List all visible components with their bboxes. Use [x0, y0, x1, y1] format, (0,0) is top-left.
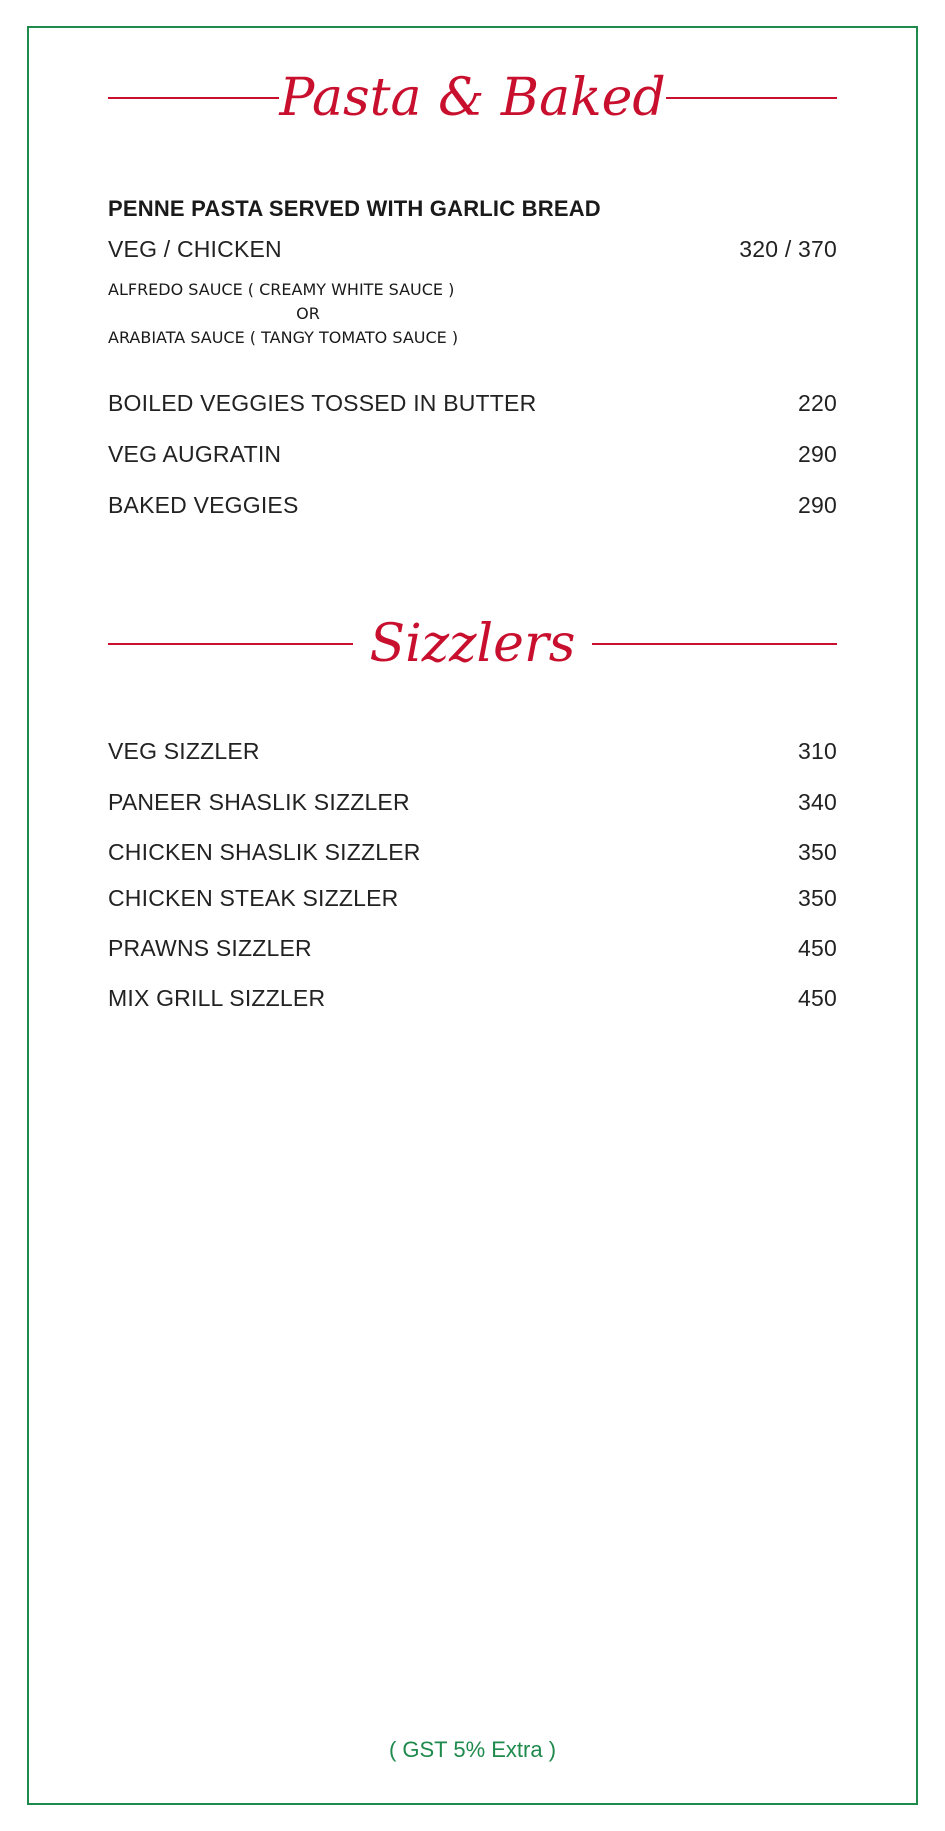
menu-item-prawns-sizzler: [108, 935, 837, 962]
sauce-or: OR: [296, 304, 320, 323]
item-name: CHICKEN STEAK SIZZLER: [108, 885, 399, 911]
pasta-section-title: Pasta & Baked: [279, 68, 666, 128]
menu-item-baked-veggies: [108, 492, 837, 519]
item-price: 290: [798, 441, 837, 467]
item-price: 310: [798, 738, 837, 764]
item-price: 350: [798, 885, 837, 911]
penne-sub-heading: PENNE PASTA SERVED WITH GARLIC BREAD: [108, 196, 601, 221]
item-price: 450: [798, 935, 837, 961]
item-price: 290: [798, 492, 837, 518]
item-price: 350: [798, 839, 837, 865]
sizzlers-left-rule: [108, 643, 353, 645]
item-name: PRAWNS SIZZLER: [108, 935, 312, 961]
menu-item-boiled-veggies: [108, 390, 837, 417]
item-name: BOILED VEGGIES TOSSED IN BUTTER: [108, 390, 537, 416]
pasta-left-rule: [108, 97, 279, 99]
menu-item-paneer-shaslik-sizzler: [108, 789, 837, 816]
item-name: BAKED VEGGIES: [108, 492, 299, 518]
pasta-section-header: [108, 68, 837, 128]
item-price: 340: [798, 789, 837, 815]
item-name: MIX GRILL SIZZLER: [108, 985, 326, 1011]
item-price: 220: [798, 390, 837, 416]
item-name: VEG AUGRATIN: [108, 441, 282, 467]
menu-item-veg-augratin: [108, 441, 837, 468]
pasta-right-rule: [666, 97, 837, 99]
sauce-option-arabiata: ARABIATA SAUCE ( TANGY TOMATO SAUCE ): [108, 328, 459, 347]
item-name: VEG / CHICKEN: [108, 236, 282, 262]
menu-item-veg-sizzler: [108, 738, 837, 765]
sauce-option-alfredo: ALFREDO SAUCE ( CREAMY WHITE SAUCE ): [108, 280, 455, 299]
gst-note: ( GST 5% Extra ): [388, 1737, 557, 1762]
menu-item-chicken-shaslik-sizzler: [108, 839, 837, 866]
item-name: VEG SIZZLER: [108, 738, 260, 764]
sauce-notes: [108, 278, 508, 350]
sizzlers-section-title: Sizzlers: [369, 614, 576, 674]
sizzlers-section-header: [108, 614, 837, 674]
item-name: PANEER SHASLIK SIZZLER: [108, 789, 410, 815]
menu-item-mix-grill-sizzler: [108, 985, 837, 1012]
menu-item-veg-chicken: [108, 236, 837, 263]
item-price: 450: [798, 985, 837, 1011]
item-price: 320 / 370: [739, 236, 837, 262]
menu-item-chicken-steak-sizzler: [108, 885, 837, 912]
item-name: CHICKEN SHASLIK SIZZLER: [108, 839, 421, 865]
sizzlers-right-rule: [592, 643, 837, 645]
